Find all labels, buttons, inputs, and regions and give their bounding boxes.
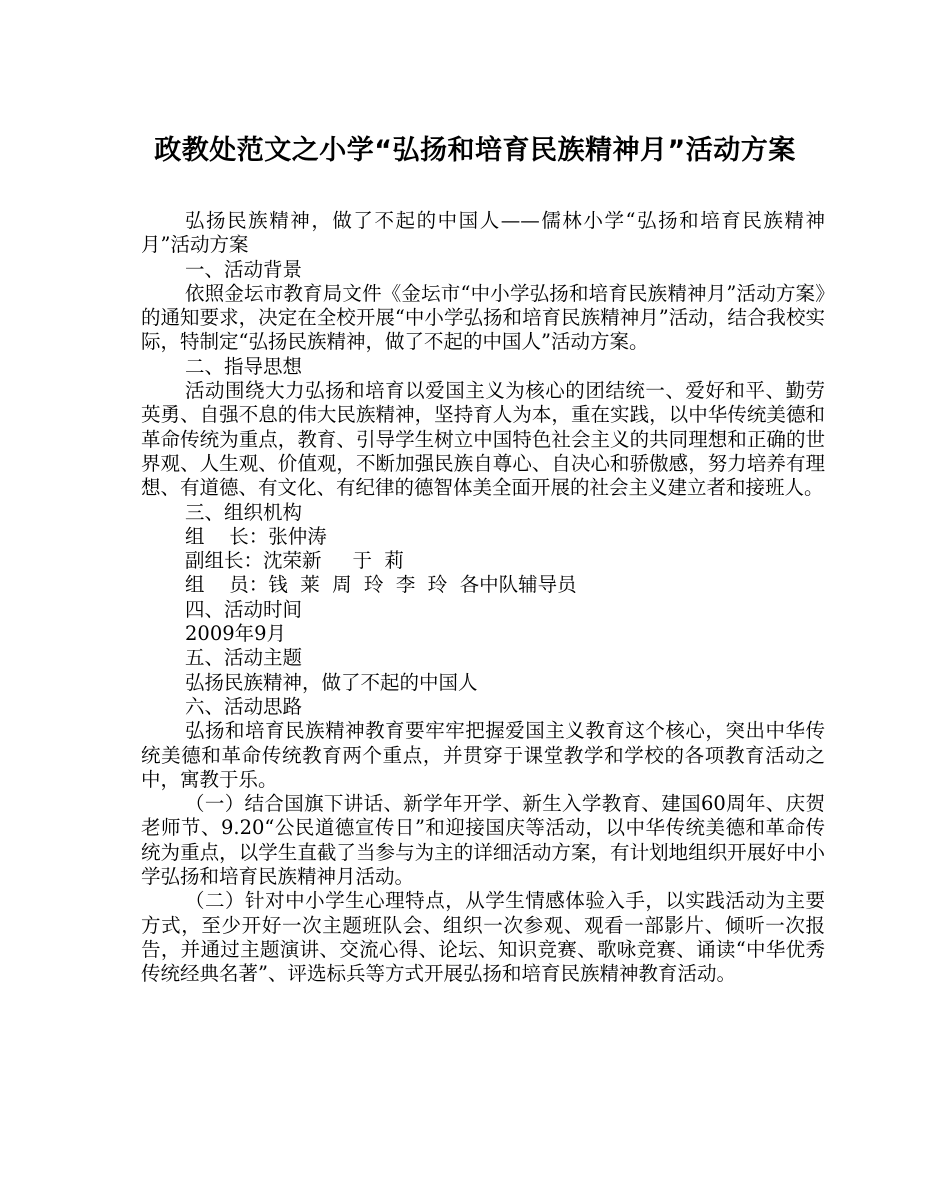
organization-deputy: 副组长：沈荣新 于 莉 [185,549,404,573]
section-heading-organization: 三、组织机构 [185,500,303,524]
section-heading-guiding-ideology: 二、指导思想 [185,354,303,378]
document-title: 政教处范文之小学“弘扬和培育民族精神月”活动方案 [154,135,796,166]
background-paragraph: 依照金坛市教育局文件《金坛市“中小学弘扬和培育民族精神月”活动方案》的通知要求，决定在全校开展“中小学弘扬和培育民族精神月”活动，结合我校实际，特制定“弘扬民族精神，做了不起的中国人”活动方案。 [141,281,825,354]
intro-paragraph: 弘扬民族精神，做了不起的中国人——儒林小学“弘扬和培育民族精神月”活动方案 [141,209,825,257]
section-heading-time: 四、活动时间 [185,597,303,621]
activity-theme: 弘扬民族精神，做了不起的中国人 [185,670,478,694]
organization-members: 组 员：钱 莱 周 玲 李 玲 各中队辅导员 [185,573,577,597]
document-body [141,209,825,987]
approach-item-2: （二）针对中小学生心理特点，从学生情感体验入手，以实践活动为主要方式，至少开好一次主题班队会、组织一次参观、观看一部影片、倾听一次报告，并通过主题演讲、交流心得、论坛、知识竞赛、歌咏竞赛、诵读“中华优秀传统经典名著”、评选标兵等方式开展弘扬和培育民族精神教育活动。 [141,889,825,986]
section-heading-background: 一、活动背景 [185,257,303,281]
section-heading-approach: 六、活动思路 [185,694,303,718]
section-heading-theme: 五、活动主题 [185,646,303,670]
approach-paragraph: 弘扬和培育民族精神教育要牢牢把握爱国主义教育这个核心，突出中华传统美德和革命传统教育两个重点，并贯穿于课堂教学和学校的各项教育活动之中，寓教于乐。 [141,719,825,791]
approach-item-1: （一）结合国旗下讲话、新学年开学、新生入学教育、建国60周年、庆贺老师节、9.20“公民道德宣传日”和迎接国庆等活动，以中华传统美德和革命传统为重点，以学生直截了当参与为主的详细活动方案，有计划地组织开展好中小学弘扬和培育民族精神月活动。 [141,792,825,889]
organization-leader: 组 长：张仲涛 [185,524,327,548]
activity-time: 2009年9月 [185,622,287,646]
guiding-ideology-paragraph: 活动围绕大力弘扬和培育以爱国主义为核心的团结统一、爱好和平、勤劳英勇、自强不息的伟大民族精神，坚持育人为本，重在实践，以中华传统美德和革命传统为重点，教育、引导学生树立中国特色社会主义的共同理想和正确的世界观、人生观、价值观，不断加强民族自尊心、自决心和骄傲感，努力培养有理想、有道德、有文化、有纪律的德智体美全面开展的社会主义建立者和接班人。 [141,379,825,500]
